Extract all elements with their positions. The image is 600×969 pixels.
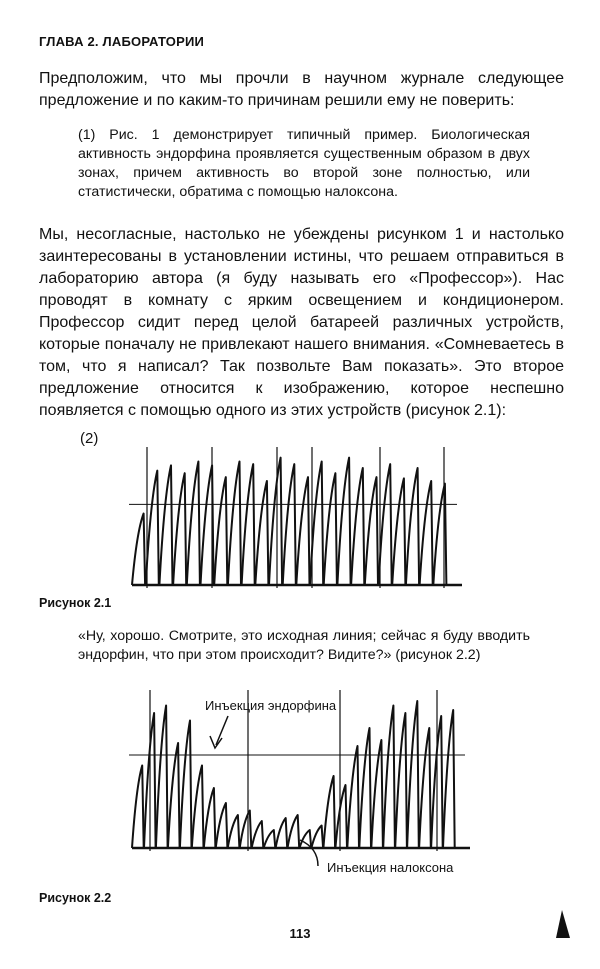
trace-segment-18 <box>347 746 359 848</box>
chapter-title: ГЛАВА 2. ЛАБОРАТОРИИ <box>39 34 205 49</box>
endorphin-injection-label: Инъекция эндорфина <box>205 698 337 713</box>
trace-segment-20 <box>371 740 383 848</box>
figure-2-2-chart <box>129 690 470 851</box>
trace-segment-2 <box>159 465 172 585</box>
trace-segment-24 <box>419 728 431 848</box>
trace-segment-7 <box>216 803 228 848</box>
trace-segment-16 <box>323 776 335 848</box>
trace-segment-0 <box>132 766 144 849</box>
trace-segment-7 <box>228 462 241 586</box>
trace-segment-21 <box>420 481 433 585</box>
quote-1: (1) Рис. 1 демонстрирует типичный пример. Биологическая активность эндорфина проявляется существенным образом в двух зонах, причем активность во второй зоне полностью, или статистически, обратима с помощью налоксона. <box>78 127 530 200</box>
trace-segment-12 <box>296 477 309 585</box>
trace-segment-13 <box>288 815 300 848</box>
trace-segment-5 <box>192 766 204 849</box>
trace-segment-12 <box>276 818 288 848</box>
trace-segment-10 <box>269 458 282 585</box>
figure-marker: (2) <box>80 430 99 447</box>
figure-2-caption: Рисунок 2.2 <box>39 891 112 905</box>
figure-1-caption: Рисунок 2.1 <box>39 596 112 610</box>
trace-segment-19 <box>359 728 371 848</box>
trace-segment-17 <box>335 785 347 848</box>
paragraph-2: Мы, несогласные, настолько не убеждены рисунком 1 и настолько заинтересованы в установлении истины, что решаем отправиться в лабораторию автора (я буду называть его «Профессор»). Нас проводят в комнату с ярким освещением и кондиционером. Профессор сидит перед целой батареей различных устройств, которые поначалу не привлекают нашего внимания. «Сомневаетесь в том, что я написал? Так позвольте Вам показать». Это второе предложение относится к изображению, которое неспешно появляется с помощью одного из этих устройств (рисунок 2.1): <box>39 226 564 419</box>
trace-segment-17 <box>365 477 378 585</box>
trace-segment-10 <box>252 821 264 848</box>
trace-segment-11 <box>283 464 296 585</box>
endorphin-arrowhead <box>210 736 222 748</box>
trace-segment-8 <box>228 815 240 848</box>
trace-segment-15 <box>311 826 323 849</box>
trace-segment-26 <box>443 710 455 848</box>
trace-segment-22 <box>395 713 407 848</box>
trace-segment-14 <box>324 473 337 585</box>
trace-segment-9 <box>240 811 252 849</box>
trace-segment-6 <box>214 477 227 585</box>
trace-segment-20 <box>406 468 419 585</box>
page-number: 113 <box>289 926 311 941</box>
trace-segment-9 <box>255 481 268 585</box>
trace-segment-8 <box>242 464 255 585</box>
naloxone-pointer <box>300 840 318 866</box>
trace-segment-16 <box>351 468 364 585</box>
trace-segment-15 <box>337 458 350 585</box>
trace-segment-23 <box>407 701 419 848</box>
quote-2: «Ну, хорошо. Смотрите, это исходная линия; сейчас я буду вводить эндорфин, что при этом происходит? Видите?» (рисунок 2.2) <box>78 628 530 663</box>
trace-segment-21 <box>383 706 395 849</box>
trace-segment-1 <box>146 471 159 585</box>
trace-segment-4 <box>187 462 200 586</box>
trace-segment-19 <box>392 478 405 585</box>
trace-segment-2 <box>156 706 168 849</box>
trace-segment-3 <box>173 473 186 585</box>
trace-segment-11 <box>264 830 276 848</box>
trace-segment-4 <box>180 721 192 849</box>
figure-2-1-chart <box>129 447 462 588</box>
endorphin-arrow <box>216 716 228 745</box>
paragraph-1: Предположим, что мы прочли в научном журнале следующее предложение и по каким-то причинам решили ему не поверить: <box>39 70 564 109</box>
trace-segment-0 <box>132 514 145 586</box>
trace-segment-3 <box>168 743 180 848</box>
naloxone-injection-label: Инъекция налоксона <box>327 860 454 875</box>
trace-segment-6 <box>204 788 216 848</box>
